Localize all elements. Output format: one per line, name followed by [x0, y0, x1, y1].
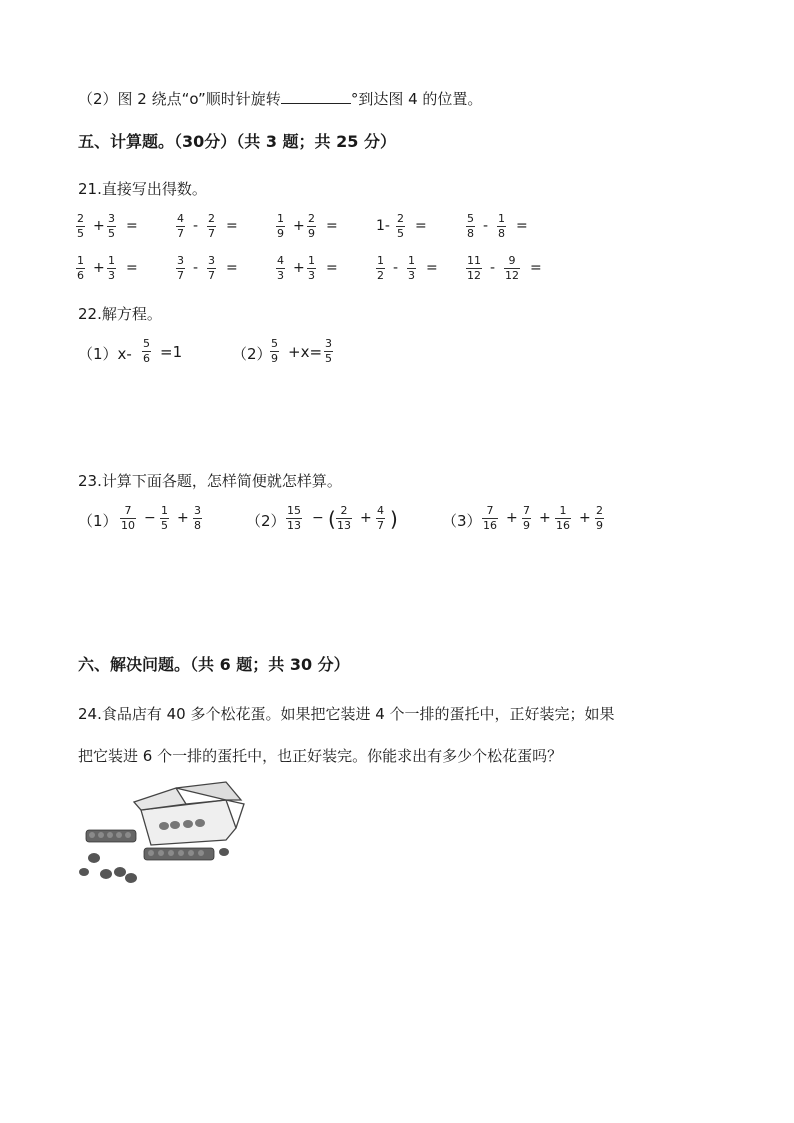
fraction	[176, 255, 185, 282]
denominator: 2	[377, 269, 384, 282]
numerator: 4	[377, 504, 384, 517]
denominator: 12	[505, 269, 519, 282]
fraction	[76, 255, 85, 282]
fraction	[76, 213, 85, 240]
equals-sign: =	[126, 218, 138, 234]
eq1-tail: =1	[160, 343, 183, 361]
fraction	[376, 505, 385, 532]
numerator: 3	[177, 254, 184, 267]
operator: +	[93, 260, 105, 276]
q23-title: 23.计算下面各题，怎样简便就怎样算。	[78, 472, 342, 490]
operator: +	[293, 218, 305, 234]
numerator: 11	[467, 254, 481, 267]
fraction	[595, 505, 604, 532]
q24-line2: 把它装进 6 个一排的蛋托中，也正好装完。你能求出有多少个松花蛋吗？	[78, 747, 563, 765]
fraction	[276, 255, 285, 282]
equals-sign: =	[530, 260, 542, 276]
fraction	[336, 505, 352, 532]
denominator: 8	[467, 227, 474, 240]
fraction	[286, 505, 302, 532]
numerator: 7	[523, 504, 530, 517]
numerator: 4	[177, 212, 184, 225]
denominator: 5	[397, 227, 404, 240]
eq2-mid: +x=	[288, 343, 323, 361]
numerator: 5	[271, 337, 278, 350]
denominator: 3	[308, 269, 315, 282]
numerator: 1	[408, 254, 415, 267]
q20-part2	[78, 88, 482, 109]
numerator: 15	[287, 504, 301, 517]
fraction	[407, 255, 416, 282]
eq2-fraction2	[324, 338, 333, 365]
fraction	[307, 255, 316, 282]
numerator: 1	[559, 504, 567, 517]
denominator: 9	[596, 519, 603, 532]
numerator: 2	[596, 504, 603, 517]
denominator: 7	[177, 269, 184, 282]
fraction	[107, 213, 116, 240]
operator: +	[360, 510, 372, 526]
operator: +	[93, 218, 105, 234]
denominator: 8	[194, 519, 201, 532]
denominator: 6	[77, 269, 84, 282]
expr1-label: （1）	[78, 512, 118, 530]
numerator: 7	[486, 504, 494, 517]
denominator: 12	[467, 269, 481, 282]
fraction	[207, 213, 216, 240]
denominator: 7	[208, 269, 215, 282]
fraction	[466, 213, 475, 240]
denominator: 7	[377, 519, 384, 532]
numerator: 2	[397, 212, 404, 225]
fraction	[193, 505, 202, 532]
operator: +	[506, 510, 518, 526]
expr3-label: （3）	[442, 512, 482, 530]
numerator: 1	[77, 254, 84, 267]
denominator: 9	[271, 352, 278, 365]
numerator: 1	[277, 212, 284, 225]
fraction	[207, 255, 216, 282]
denominator: 16	[483, 519, 497, 532]
operator: +	[579, 510, 591, 526]
q20-part2-suffix: °到达图 4 的位置。	[350, 90, 483, 108]
numerator: 2	[308, 212, 315, 225]
eq1-fraction	[142, 338, 151, 365]
q21-title: 21.直接写出得数。	[78, 180, 207, 198]
denominator: 7	[177, 227, 184, 240]
denominator: 3	[277, 269, 284, 282]
equals-sign: =	[326, 218, 338, 234]
equals-sign: =	[426, 260, 438, 276]
numerator: 3	[108, 212, 115, 225]
denominator: 9	[308, 227, 315, 240]
expr2-label: （2）	[246, 512, 286, 530]
equals-sign: =	[226, 260, 238, 276]
fraction	[307, 213, 316, 240]
numerator: 1	[161, 504, 168, 517]
q22-title: 22.解方程。	[78, 305, 162, 323]
fraction	[555, 505, 571, 532]
operator: +	[539, 510, 551, 526]
answer-blank[interactable]	[281, 89, 351, 104]
fraction	[107, 255, 116, 282]
section6-title: 六、解决问题。（共 6 题；共 30 分）	[78, 655, 350, 674]
equals-sign: =	[126, 260, 138, 276]
fraction	[466, 255, 482, 282]
numerator: 5	[467, 212, 474, 225]
numerator: 3	[208, 254, 215, 267]
close-paren: )	[390, 507, 398, 531]
denominator: 5	[161, 519, 168, 532]
denominator: 6	[143, 352, 150, 365]
denominator: 13	[287, 519, 301, 532]
denominator: 8	[498, 227, 505, 240]
operator: −	[312, 510, 324, 526]
equals-sign: =	[415, 218, 427, 234]
numerator: 1	[377, 254, 384, 267]
fraction	[522, 505, 531, 532]
numerator: 3	[325, 337, 332, 350]
fraction	[160, 505, 169, 532]
operator: -	[483, 218, 489, 234]
eq2-label: （2）	[232, 345, 272, 363]
numerator: 7	[124, 504, 132, 517]
denominator: 5	[77, 227, 84, 240]
equals-sign: =	[326, 260, 338, 276]
eq2-fraction	[270, 338, 279, 365]
fraction	[497, 213, 506, 240]
operator: -	[193, 218, 199, 234]
fraction	[482, 505, 498, 532]
lead-term: 1-	[376, 218, 390, 234]
denominator: 5	[325, 352, 332, 365]
operator: -	[490, 260, 496, 276]
eq1-label: （1）x-	[78, 345, 132, 363]
numerator: 1	[498, 212, 505, 225]
numerator: 5	[143, 337, 150, 350]
fraction	[176, 213, 185, 240]
fraction	[504, 255, 520, 282]
numerator: 2	[77, 212, 84, 225]
equals-sign: =	[226, 218, 238, 234]
numerator: 3	[194, 504, 201, 517]
denominator: 3	[108, 269, 115, 282]
denominator: 9	[523, 519, 530, 532]
q24-line1: 24.食品店有 40 多个松花蛋。如果把它装进 4 个一排的蛋托中，正好装完；如果	[78, 705, 615, 723]
denominator: 16	[556, 519, 570, 532]
numerator: 2	[208, 212, 215, 225]
fraction	[396, 213, 405, 240]
denominator: 10	[121, 519, 135, 532]
fraction	[120, 505, 136, 532]
denominator: 7	[208, 227, 215, 240]
operator: +	[177, 510, 189, 526]
fraction	[376, 255, 385, 282]
q20-part2-prefix: （2）图 2 绕点“o”顺时针旋转	[78, 90, 281, 108]
equals-sign: =	[516, 218, 528, 234]
numerator: 2	[340, 504, 348, 517]
numerator: 4	[277, 254, 284, 267]
numerator: 1	[308, 254, 315, 267]
operator: -	[393, 260, 399, 276]
operator: -	[193, 260, 199, 276]
operator: −	[144, 510, 156, 526]
numerator: 1	[108, 254, 115, 267]
open-paren: (	[328, 507, 336, 531]
denominator: 5	[108, 227, 115, 240]
fraction	[276, 213, 285, 240]
operator: +	[293, 260, 305, 276]
numerator: 9	[508, 254, 516, 267]
section5-title: 五、计算题。（30分）（共 3 题；共 25 分）	[78, 132, 396, 151]
egg-box-illustration	[76, 780, 251, 885]
denominator: 13	[337, 519, 351, 532]
denominator: 9	[277, 227, 284, 240]
denominator: 3	[408, 269, 415, 282]
